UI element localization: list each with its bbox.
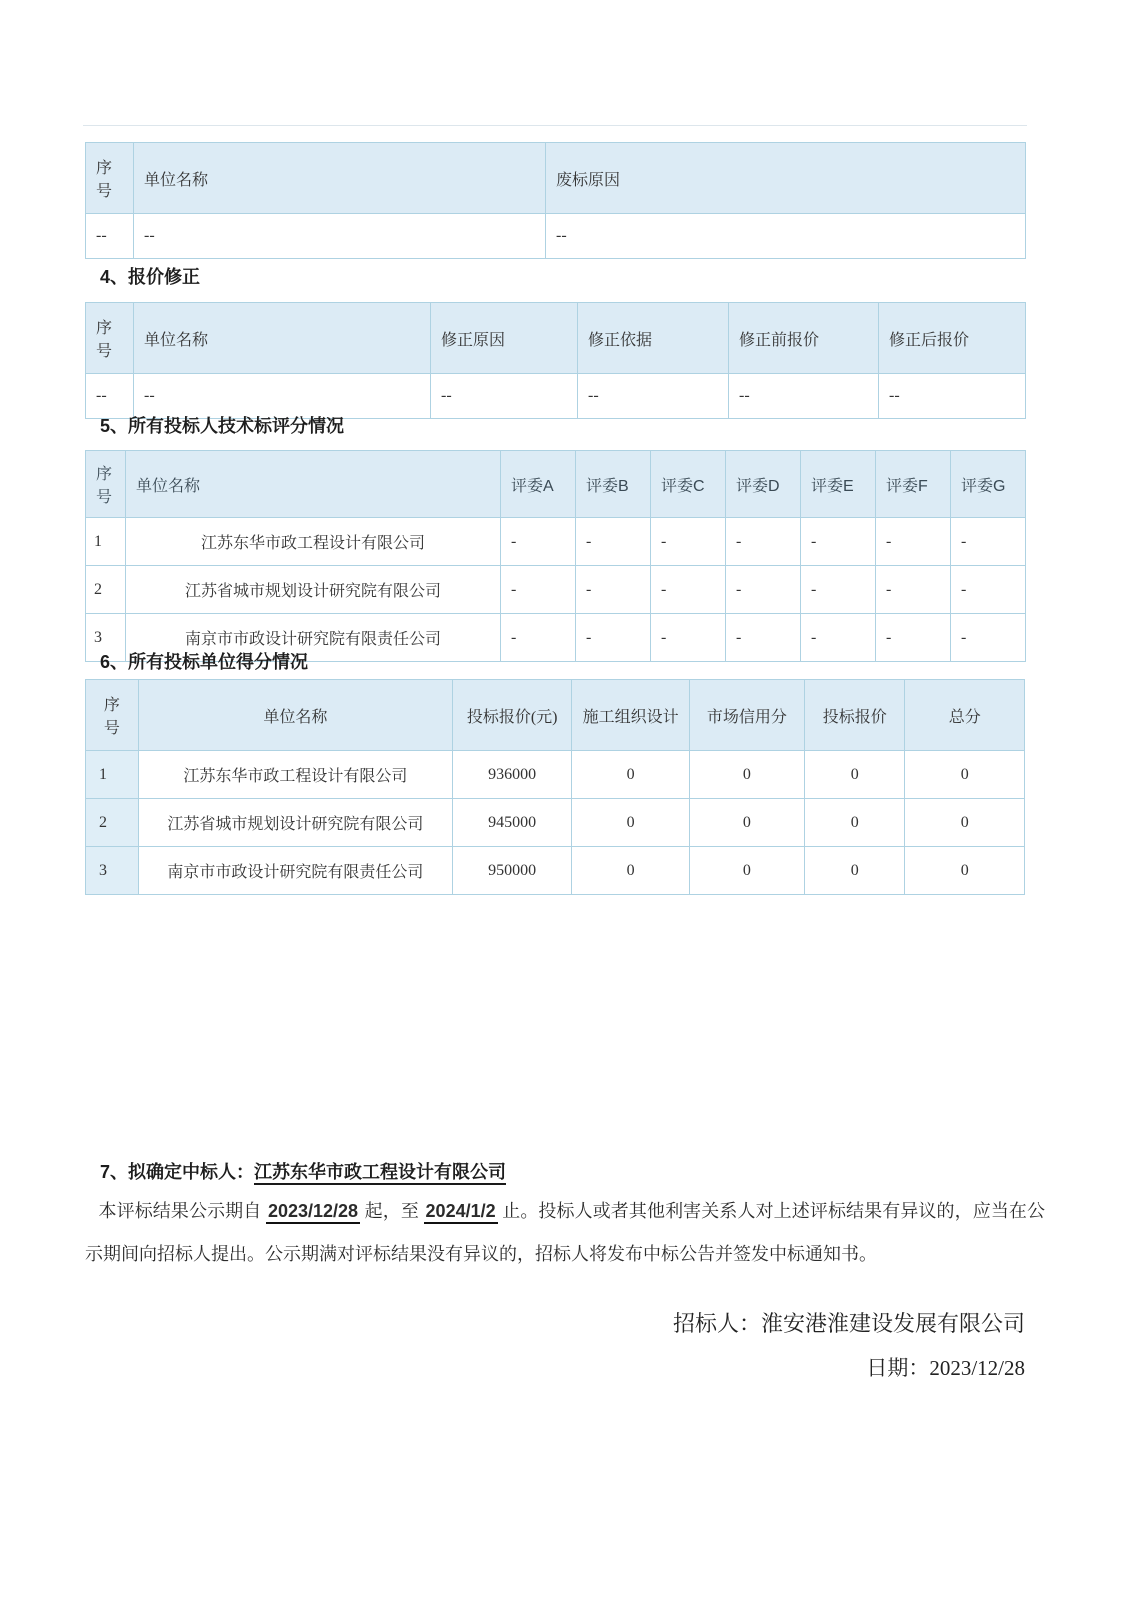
table-cell: --: [879, 374, 1026, 419]
table-cell: -: [651, 566, 726, 614]
table-cell: -: [501, 566, 576, 614]
table-cell: 南京市市政设计研究院有限责任公司: [126, 614, 501, 662]
table-cell: 0: [572, 847, 689, 895]
table-cell: 936000: [452, 751, 571, 799]
column-header: 评委F: [876, 451, 951, 518]
table-cell: 0: [805, 751, 905, 799]
table-cell: --: [134, 374, 431, 419]
table-cell: 江苏省城市规划设计研究院有限公司: [138, 799, 452, 847]
column-header: 废标原因: [546, 143, 1026, 214]
column-header: 施工组织设计: [572, 680, 689, 751]
table-cell: -: [726, 518, 801, 566]
column-header: 评委A: [501, 451, 576, 518]
table-row: [86, 566, 1026, 614]
page-top-divider: [83, 125, 1027, 126]
table-cell: -: [651, 614, 726, 662]
table-cell: -: [801, 518, 876, 566]
table-cell: -: [651, 518, 726, 566]
column-header: 投标报价: [805, 680, 905, 751]
notice-text: 起，至: [360, 1201, 424, 1221]
table-cell: 0: [905, 751, 1025, 799]
table-cell: --: [729, 374, 879, 419]
rejected-bids-table: [85, 142, 1026, 259]
table-cell: --: [86, 374, 134, 419]
column-header: 修正依据: [578, 303, 729, 374]
table-cell: -: [501, 518, 576, 566]
table-cell: 江苏东华市政工程设计有限公司: [126, 518, 501, 566]
section-6-heading: 6、所有投标单位得分情况: [100, 652, 309, 672]
table-cell: -: [726, 566, 801, 614]
table-cell: -: [951, 614, 1026, 662]
technical-scores-table: [85, 450, 1026, 662]
table-cell: -: [576, 518, 651, 566]
header-row: [86, 303, 1026, 374]
column-header: 评委D: [726, 451, 801, 518]
column-header: 总分: [905, 680, 1025, 751]
price-correction-table: [85, 302, 1026, 419]
table-cell: 0: [689, 751, 804, 799]
tenderer-label: 招标人：: [672, 1311, 761, 1336]
table-cell: 3: [86, 847, 139, 895]
table-cell: 0: [805, 799, 905, 847]
table-cell: 0: [905, 847, 1025, 895]
table-cell: 0: [905, 799, 1025, 847]
table-cell: 0: [572, 799, 689, 847]
table-row: [86, 518, 1026, 566]
column-header: 单位名称: [134, 303, 431, 374]
table-cell: -: [726, 614, 801, 662]
notice-text: 止。投标人或者其他利害关系人对上述评标结果有异议的，应当在公示期间向招标人提出。公示期满对评标结果没有异议的，招标人将发布中标公告并签发中标通知书。: [85, 1201, 1046, 1264]
table-cell: -: [876, 614, 951, 662]
table-cell: 江苏省城市规划设计研究院有限公司: [126, 566, 501, 614]
column-header: 市场信用分: [689, 680, 804, 751]
table-cell: 南京市市政设计研究院有限责任公司: [138, 847, 452, 895]
tenderer-line: [85, 1307, 1025, 1338]
table-row: [86, 751, 1025, 799]
table-cell: 2: [86, 799, 139, 847]
column-header: 序号: [86, 680, 139, 751]
column-header: 评委G: [951, 451, 1026, 518]
section-4-heading: 4、报价修正: [100, 267, 201, 287]
section-5-heading: 5、所有投标人技术标评分情况: [100, 416, 345, 436]
table-cell: --: [86, 214, 134, 259]
column-header: 评委E: [801, 451, 876, 518]
table-cell: -: [876, 566, 951, 614]
winner-declaration: [100, 1158, 506, 1184]
table-cell: --: [578, 374, 729, 419]
column-header: 投标报价(元): [452, 680, 571, 751]
table-cell: --: [546, 214, 1026, 259]
public-notice-paragraph: [85, 1190, 1045, 1276]
header-row: [86, 451, 1026, 518]
column-header: 单位名称: [134, 143, 546, 214]
column-header: 评委C: [651, 451, 726, 518]
header-row: [86, 680, 1025, 751]
table-cell: -: [951, 518, 1026, 566]
table-cell: --: [431, 374, 578, 419]
table-cell: -: [951, 566, 1026, 614]
table-cell: 0: [572, 751, 689, 799]
table-cell: 江苏东华市政工程设计有限公司: [138, 751, 452, 799]
column-header: 序号: [86, 143, 134, 214]
date-line: [85, 1352, 1025, 1382]
table-row: [86, 799, 1025, 847]
table-cell: 3: [86, 614, 126, 662]
notice-end-date: 2024/1/2: [424, 1201, 498, 1224]
total-scores-table: [85, 679, 1025, 895]
tenderer-name: 淮安港淮建设发展有限公司: [760, 1311, 1025, 1336]
column-header: 评委B: [576, 451, 651, 518]
table-cell: -: [576, 566, 651, 614]
date-value: 2023/12/28: [929, 1356, 1025, 1380]
table-cell: -: [501, 614, 576, 662]
table-cell: -: [801, 566, 876, 614]
column-header: 单位名称: [138, 680, 452, 751]
column-header: 序号: [86, 451, 126, 518]
table-cell: 2: [86, 566, 126, 614]
table-row: [86, 214, 1026, 259]
table-cell: --: [134, 214, 546, 259]
table-cell: 0: [689, 847, 804, 895]
table-cell: 0: [805, 847, 905, 895]
notice-text: 本评标结果公示期自: [98, 1201, 266, 1221]
column-header: 序号: [86, 303, 134, 374]
table-cell: -: [801, 614, 876, 662]
header-row: [86, 143, 1026, 214]
table-cell: -: [576, 614, 651, 662]
table-cell: 1: [86, 751, 139, 799]
column-header: 修正原因: [431, 303, 578, 374]
notice-start-date: 2023/12/28: [266, 1201, 360, 1224]
column-header: 修正前报价: [729, 303, 879, 374]
table-cell: 950000: [452, 847, 571, 895]
table-row: [86, 847, 1025, 895]
column-header: 单位名称: [126, 451, 501, 518]
table-cell: 1: [86, 518, 126, 566]
table-cell: -: [876, 518, 951, 566]
table-cell: 945000: [452, 799, 571, 847]
winner-company-name: 江苏东华市政工程设计有限公司: [254, 1162, 506, 1185]
winner-label: 7、拟确定中标人：: [100, 1162, 255, 1182]
table-cell: 0: [689, 799, 804, 847]
date-label: 日期：: [866, 1356, 930, 1380]
column-header: 修正后报价: [879, 303, 1026, 374]
